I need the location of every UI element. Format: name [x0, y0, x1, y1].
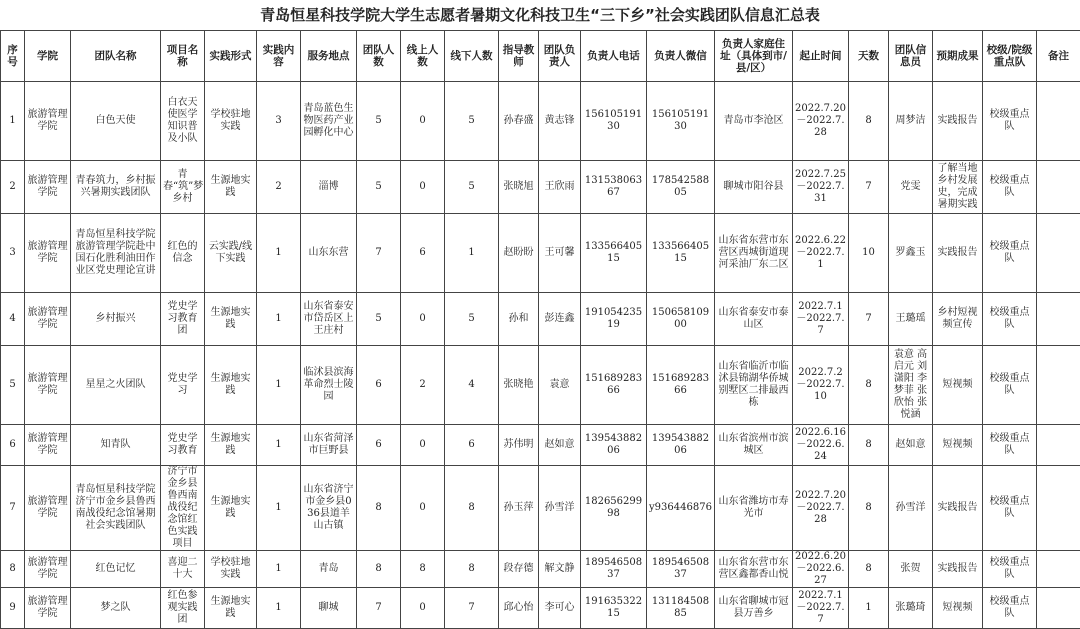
cell-team-leader: 王欣雨 — [539, 161, 581, 214]
cell-online-count: 0 — [401, 82, 445, 161]
cell-online-count: 0 — [401, 466, 445, 551]
cell-project-name: 红色参观实践团 — [161, 588, 205, 629]
cell-leader-phone: 15168928366 — [581, 346, 647, 425]
cell-leader-wechat: 15065810900 — [647, 293, 715, 346]
header-leader-wechat: 负责人微信 — [647, 31, 715, 82]
cell-team-reporter: 袁意 高启元 刘潇阳 李梦菲 张欣怡 张悦涵 — [889, 346, 933, 425]
team-info-table — [0, 30, 1080, 629]
cell-expected-outcome: 实践报告 — [933, 214, 983, 293]
header-practice-content: 实践内容 — [257, 31, 301, 82]
cell-practice-form: 生源地实践 — [205, 425, 257, 466]
cell-leader-address: 山东省聊城市冠县万善乡 — [715, 588, 793, 629]
cell-leader-address: 山东省东营市东营区鑫都香山悦 — [715, 551, 793, 588]
cell-online-count: 0 — [401, 293, 445, 346]
cell-index: 6 — [1, 425, 25, 466]
cell-advisor: 张晓艳 — [499, 346, 539, 425]
cell-team-reporter: 罗鑫玉 — [889, 214, 933, 293]
cell-leader-wechat: 13954388206 — [647, 425, 715, 466]
cell-leader-phone: 13153806367 — [581, 161, 647, 214]
cell-team-name: 青春筑力，乡村振兴暑期实践团队 — [71, 161, 161, 214]
cell-team-size: 8 — [357, 551, 401, 588]
cell-practice-form: 学校驻地实践 — [205, 551, 257, 588]
cell-offline-count: 4 — [445, 346, 499, 425]
cell-practice-form: 生源地实践 — [205, 346, 257, 425]
table-row — [1, 346, 1080, 425]
cell-team-reporter: 周梦洁 — [889, 82, 933, 161]
cell-practice-content: 2 — [257, 161, 301, 214]
cell-college: 旅游管理学院 — [25, 293, 71, 346]
cell-days: 7 — [849, 161, 889, 214]
cell-advisor: 赵盼盼 — [499, 214, 539, 293]
cell-priority-level: 校级重点队 — [983, 161, 1037, 214]
table-row — [1, 214, 1080, 293]
cell-date-range: 2022.7.20－2022.7.28 — [793, 466, 849, 551]
cell-advisor: 段存德 — [499, 551, 539, 588]
cell-offline-count: 5 — [445, 82, 499, 161]
cell-practice-content: 1 — [257, 346, 301, 425]
cell-team-leader: 黄志锋 — [539, 82, 581, 161]
table-row — [1, 588, 1080, 629]
cell-practice-form: 生源地实践 — [205, 161, 257, 214]
cell-days: 8 — [849, 346, 889, 425]
cell-leader-phone: 19163532215 — [581, 588, 647, 629]
cell-offline-count: 7 — [445, 588, 499, 629]
cell-project-name: 党史学习 — [161, 346, 205, 425]
cell-project-name: 青春“筑”梦乡村 — [161, 161, 205, 214]
cell-project-name: 喜迎二十大 — [161, 551, 205, 588]
cell-leader-phone: 15610519130 — [581, 82, 647, 161]
cell-leader-address: 山东省泰安市泰山区 — [715, 293, 793, 346]
cell-leader-wechat: 18954650837 — [647, 551, 715, 588]
cell-expected-outcome: 实践报告 — [933, 82, 983, 161]
header-service-location: 服务地点 — [301, 31, 357, 82]
cell-practice-content: 1 — [257, 466, 301, 551]
cell-days: 8 — [849, 425, 889, 466]
cell-college: 旅游管理学院 — [25, 425, 71, 466]
cell-remarks — [1037, 293, 1080, 346]
cell-service-location: 山东省菏泽市巨野县 — [301, 425, 357, 466]
header-priority-level: 校级/院级重点队 — [983, 31, 1037, 82]
cell-practice-form: 云实践/线下实践 — [205, 214, 257, 293]
cell-leader-address: 聊城市阳谷县 — [715, 161, 793, 214]
header-practice-form: 实践形式 — [205, 31, 257, 82]
cell-priority-level: 校级重点队 — [983, 82, 1037, 161]
header-leader-phone: 负责人电话 — [581, 31, 647, 82]
header-team-size: 团队人数 — [357, 31, 401, 82]
sheet-title: 青岛恒星科技学院大学生志愿者暑期文化科技卫生“三下乡”社会实践团队信息汇总表 — [0, 0, 1080, 30]
table-row — [1, 82, 1080, 161]
cell-index: 7 — [1, 466, 25, 551]
cell-advisor: 邱心怡 — [499, 588, 539, 629]
cell-team-leader: 彭连鑫 — [539, 293, 581, 346]
cell-service-location: 淄博 — [301, 161, 357, 214]
cell-team-leader: 孙雪洋 — [539, 466, 581, 551]
cell-team-reporter: 王璐瑶 — [889, 293, 933, 346]
cell-index: 1 — [1, 82, 25, 161]
cell-leader-wechat: 15610519130 — [647, 82, 715, 161]
cell-project-name: 红色的信念 — [161, 214, 205, 293]
cell-days: 10 — [849, 214, 889, 293]
cell-offline-count: 1 — [445, 214, 499, 293]
cell-service-location: 山东省泰安市岱岳区上王庄村 — [301, 293, 357, 346]
cell-college: 旅游管理学院 — [25, 161, 71, 214]
cell-team-name: 知青队 — [71, 425, 161, 466]
cell-team-size: 5 — [357, 293, 401, 346]
table-row — [1, 466, 1080, 551]
cell-practice-content: 1 — [257, 551, 301, 588]
cell-team-reporter: 赵如意 — [889, 425, 933, 466]
cell-practice-form: 学校驻地实践 — [205, 82, 257, 161]
cell-team-leader: 赵如意 — [539, 425, 581, 466]
cell-expected-outcome: 乡村短视频宣传 — [933, 293, 983, 346]
cell-practice-content: 1 — [257, 214, 301, 293]
cell-leader-phone: 13356640515 — [581, 214, 647, 293]
cell-service-location: 山东东营 — [301, 214, 357, 293]
header-index: 序号 — [1, 31, 25, 82]
cell-practice-form: 生源地实践 — [205, 293, 257, 346]
cell-leader-wechat: 17854258805 — [647, 161, 715, 214]
cell-advisor: 孙玉萍 — [499, 466, 539, 551]
table-row — [1, 425, 1080, 466]
cell-online-count: 2 — [401, 346, 445, 425]
cell-leader-wechat: 13118450885 — [647, 588, 715, 629]
cell-date-range: 2022.6.22－2022.7.1 — [793, 214, 849, 293]
cell-practice-form: 生源地实践 — [205, 466, 257, 551]
cell-index: 4 — [1, 293, 25, 346]
cell-project-name: 党史学习教育团 — [161, 293, 205, 346]
cell-priority-level: 校级重点队 — [983, 551, 1037, 588]
cell-date-range: 2022.6.20－2022.6.27 — [793, 551, 849, 588]
cell-project-name: 党史学习教育 — [161, 425, 205, 466]
cell-college: 旅游管理学院 — [25, 214, 71, 293]
cell-index: 8 — [1, 551, 25, 588]
cell-team-reporter: 孙雪洋 — [889, 466, 933, 551]
cell-days: 8 — [849, 466, 889, 551]
cell-leader-wechat: 13356640515 — [647, 214, 715, 293]
cell-index: 3 — [1, 214, 25, 293]
cell-team-size: 6 — [357, 346, 401, 425]
cell-offline-count: 6 — [445, 425, 499, 466]
cell-leader-address: 山东省东营市东营区西城街道现河采油厂东二区 — [715, 214, 793, 293]
cell-leader-address: 青岛市李沧区 — [715, 82, 793, 161]
cell-college: 旅游管理学院 — [25, 466, 71, 551]
cell-expected-outcome: 短视频 — [933, 425, 983, 466]
header-days: 天数 — [849, 31, 889, 82]
cell-index: 2 — [1, 161, 25, 214]
table-row — [1, 551, 1080, 588]
cell-team-name: 梦之队 — [71, 588, 161, 629]
cell-leader-phone: 18954650837 — [581, 551, 647, 588]
cell-remarks — [1037, 425, 1080, 466]
cell-remarks — [1037, 346, 1080, 425]
cell-date-range: 2022.7.2－2022.7.10 — [793, 346, 849, 425]
cell-online-count: 0 — [401, 161, 445, 214]
header-team-leader: 团队负责人 — [539, 31, 581, 82]
cell-advisor: 孙和 — [499, 293, 539, 346]
header-online-count: 线上人数 — [401, 31, 445, 82]
cell-team-name: 乡村振兴 — [71, 293, 161, 346]
cell-practice-content: 3 — [257, 82, 301, 161]
cell-advisor: 张晓旭 — [499, 161, 539, 214]
cell-college: 旅游管理学院 — [25, 551, 71, 588]
cell-team-size: 5 — [357, 161, 401, 214]
cell-remarks — [1037, 214, 1080, 293]
cell-team-size: 5 — [357, 82, 401, 161]
table-row — [1, 293, 1080, 346]
cell-expected-outcome: 实践报告 — [933, 466, 983, 551]
cell-team-leader: 袁意 — [539, 346, 581, 425]
cell-team-leader: 李可心 — [539, 588, 581, 629]
cell-expected-outcome: 短视频 — [933, 346, 983, 425]
cell-priority-level: 校级重点队 — [983, 588, 1037, 629]
cell-remarks — [1037, 466, 1080, 551]
cell-date-range: 2022.7.1－2022.7.7 — [793, 588, 849, 629]
cell-college: 旅游管理学院 — [25, 588, 71, 629]
cell-leader-wechat: 15168928366 — [647, 346, 715, 425]
header-expected-outcome: 预期成果 — [933, 31, 983, 82]
header-team-reporter: 团队信息员 — [889, 31, 933, 82]
cell-days: 8 — [849, 551, 889, 588]
cell-priority-level: 校级重点队 — [983, 425, 1037, 466]
cell-team-reporter: 张贺 — [889, 551, 933, 588]
cell-date-range: 2022.7.20－2022.7.28 — [793, 82, 849, 161]
cell-expected-outcome: 了解当地乡村发展史，完成暑期实践 — [933, 161, 983, 214]
cell-team-leader: 王可馨 — [539, 214, 581, 293]
cell-priority-level: 校级重点队 — [983, 346, 1037, 425]
cell-remarks — [1037, 551, 1080, 588]
cell-project-name: 白衣天使医学知识普及小队 — [161, 82, 205, 161]
cell-expected-outcome: 实践报告 — [933, 551, 983, 588]
cell-team-size: 8 — [357, 466, 401, 551]
cell-team-name: 青岛恒星科技学院旅游管理学院赴中国石化胜利油田作业区党史理论宣讲 — [71, 214, 161, 293]
cell-advisor: 苏伟明 — [499, 425, 539, 466]
cell-remarks — [1037, 82, 1080, 161]
header-row — [1, 31, 1080, 82]
cell-online-count: 0 — [401, 425, 445, 466]
cell-team-name: 白色天使 — [71, 82, 161, 161]
cell-project-name: 济宁市金乡县鲁西南战役纪念馆红色实践项目 — [161, 466, 205, 551]
cell-index: 9 — [1, 588, 25, 629]
cell-service-location: 青岛蓝色生物医药产业园孵化中心 — [301, 82, 357, 161]
header-remarks: 备注 — [1037, 31, 1080, 82]
cell-team-size: 6 — [357, 425, 401, 466]
cell-team-size: 7 — [357, 588, 401, 629]
cell-practice-content: 1 — [257, 425, 301, 466]
cell-online-count: 6 — [401, 214, 445, 293]
cell-team-reporter: 党雯 — [889, 161, 933, 214]
cell-team-leader: 解文静 — [539, 551, 581, 588]
cell-expected-outcome: 短视频 — [933, 588, 983, 629]
cell-online-count: 0 — [401, 588, 445, 629]
cell-team-name: 星星之火团队 — [71, 346, 161, 425]
cell-team-reporter: 张璐琦 — [889, 588, 933, 629]
cell-service-location: 聊城 — [301, 588, 357, 629]
cell-offline-count: 5 — [445, 161, 499, 214]
cell-practice-content: 1 — [257, 588, 301, 629]
cell-remarks — [1037, 588, 1080, 629]
header-project-name: 项目名称 — [161, 31, 205, 82]
cell-service-location: 青岛 — [301, 551, 357, 588]
cell-priority-level: 校级重点队 — [983, 466, 1037, 551]
cell-service-location: 临沭县滨海革命烈士陵园 — [301, 346, 357, 425]
cell-leader-phone: 18265629998 — [581, 466, 647, 551]
cell-team-name: 青岛恒星科技学院济宁市金乡县鲁西南战役纪念馆暑期社会实践团队 — [71, 466, 161, 551]
cell-days: 1 — [849, 588, 889, 629]
cell-leader-address: 山东省滨州市滨城区 — [715, 425, 793, 466]
cell-days: 7 — [849, 293, 889, 346]
cell-date-range: 2022.6.16－2022.6.24 — [793, 425, 849, 466]
cell-date-range: 2022.7.25－2022.7.31 — [793, 161, 849, 214]
cell-priority-level: 校级重点队 — [983, 214, 1037, 293]
cell-leader-address: 山东省临沂市临沭县锦湖华侨城别墅区二排最西栋 — [715, 346, 793, 425]
cell-remarks — [1037, 161, 1080, 214]
table-row — [1, 161, 1080, 214]
header-leader-address: 负责人家庭住址（具体到市/县/区） — [715, 31, 793, 82]
cell-leader-phone: 13954388206 — [581, 425, 647, 466]
cell-index: 5 — [1, 346, 25, 425]
cell-service-location: 山东省济宁市金乡县036县道羊山古镇 — [301, 466, 357, 551]
cell-college: 旅游管理学院 — [25, 82, 71, 161]
cell-offline-count: 8 — [445, 551, 499, 588]
cell-practice-content: 1 — [257, 293, 301, 346]
header-offline-count: 线下人数 — [445, 31, 499, 82]
cell-date-range: 2022.7.1－2022.7.7 — [793, 293, 849, 346]
cell-college: 旅游管理学院 — [25, 346, 71, 425]
cell-offline-count: 8 — [445, 466, 499, 551]
cell-team-name: 红色记忆 — [71, 551, 161, 588]
cell-offline-count: 5 — [445, 293, 499, 346]
cell-leader-address: 山东省潍坊市寿光市 — [715, 466, 793, 551]
header-advisor: 指导教师 — [499, 31, 539, 82]
cell-leader-phone: 19105423519 — [581, 293, 647, 346]
cell-team-size: 7 — [357, 214, 401, 293]
cell-online-count: 8 — [401, 551, 445, 588]
cell-days: 8 — [849, 82, 889, 161]
header-team-name: 团队名称 — [71, 31, 161, 82]
cell-advisor: 孙春盛 — [499, 82, 539, 161]
cell-priority-level: 校级重点队 — [983, 293, 1037, 346]
header-date-range: 起止时间 — [793, 31, 849, 82]
header-college: 学院 — [25, 31, 71, 82]
cell-practice-form: 生源地实践 — [205, 588, 257, 629]
cell-leader-wechat: y936446876 — [647, 466, 715, 551]
